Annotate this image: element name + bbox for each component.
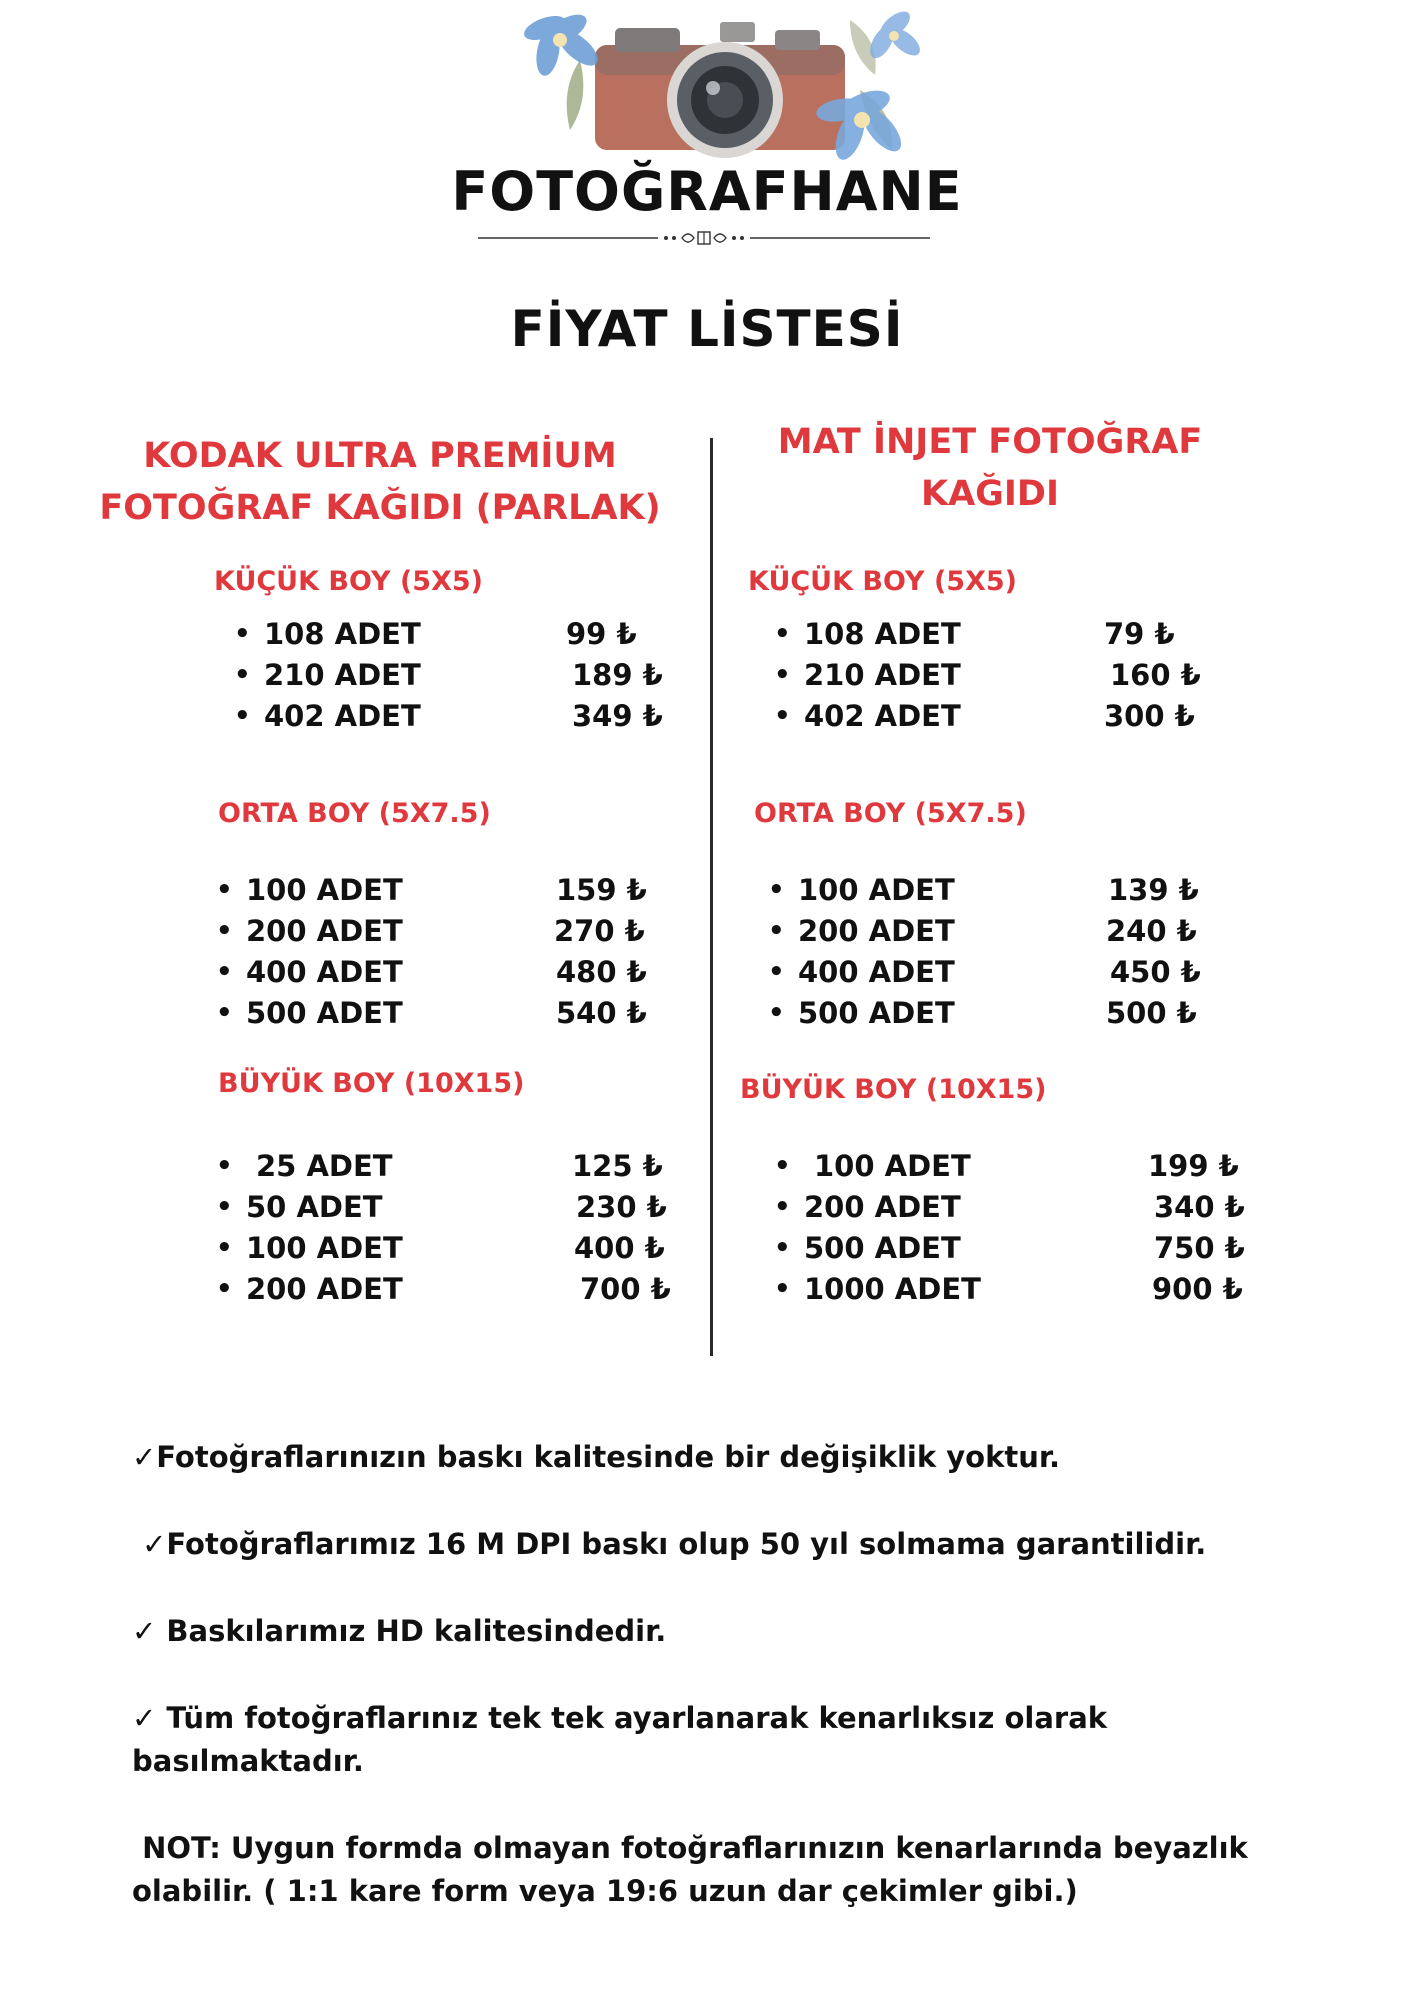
note-line: ✓Fotoğraflarımız 16 M DPI baskı olup 50 yıl solmama garantilidir. <box>132 1527 1207 1561</box>
item-price: 270 ₺ <box>554 914 645 948</box>
item-price: 480 ₺ <box>556 955 647 989</box>
item-price: 340 ₺ <box>1154 1190 1245 1224</box>
item-quantity: 400 ADET <box>798 955 955 989</box>
list-item <box>768 911 1228 952</box>
item-quantity: 108 ADET <box>804 617 961 651</box>
item-price: 700 ₺ <box>580 1272 671 1306</box>
bullet-icon: • <box>768 916 785 946</box>
item-quantity: 400 ADET <box>246 955 403 989</box>
paper-title-kodak <box>80 430 680 534</box>
list-item <box>774 655 1234 696</box>
item-quantity: 200 ADET <box>798 914 955 948</box>
list-item <box>216 1187 696 1228</box>
item-quantity: 500 ADET <box>798 996 955 1030</box>
item-price: 99 ₺ <box>566 617 637 651</box>
item-price: 900 ₺ <box>1152 1272 1243 1306</box>
item-quantity: 100 ADET <box>814 1149 971 1183</box>
item-quantity: 402 ADET <box>264 699 421 733</box>
bullet-icon: • <box>768 957 785 987</box>
list-item <box>774 614 1234 655</box>
size-title-large: BÜYÜK BOY (10X15) <box>740 1074 1047 1105</box>
brand-name: FOTOĞRAFHANE <box>451 160 963 223</box>
item-price: 540 ₺ <box>556 996 647 1030</box>
list-item <box>216 993 686 1034</box>
list-item <box>216 1269 696 1310</box>
list-item <box>768 952 1228 993</box>
column-divider <box>710 438 713 1356</box>
bullet-icon: • <box>774 1151 791 1181</box>
paper-title-line: KAĞIDI <box>920 474 1060 514</box>
paper-title-line: KODAK ULTRA PREMİUM <box>143 436 617 476</box>
item-price: 189 ₺ <box>572 658 663 692</box>
item-price: 79 ₺ <box>1104 617 1175 651</box>
bullet-icon: • <box>774 1192 791 1222</box>
note-line: ✓ Baskılarımız HD kalitesindedir. <box>132 1614 667 1648</box>
price-list-small <box>234 614 694 737</box>
list-item <box>216 911 686 952</box>
item-quantity: 200 ADET <box>246 914 403 948</box>
list-item <box>216 1228 696 1269</box>
list-item <box>768 870 1228 911</box>
item-quantity: 100 ADET <box>246 1231 403 1265</box>
list-item <box>216 870 686 911</box>
item-quantity: 200 ADET <box>804 1190 961 1224</box>
paper-title-line: FOTOĞRAF KAĞIDI (PARLAK) <box>99 488 661 528</box>
note-line: ✓Fotoğraflarınızın baskı kalitesinde bir değişiklik yoktur. <box>132 1440 1061 1474</box>
paper-title-mat <box>740 416 1240 520</box>
list-item <box>774 696 1234 737</box>
item-price: 230 ₺ <box>576 1190 667 1224</box>
item-quantity: 50 ADET <box>246 1190 383 1224</box>
item-price: 139 ₺ <box>1108 873 1199 907</box>
bullet-icon: • <box>216 1192 233 1222</box>
bullet-icon: • <box>774 619 791 649</box>
list-item <box>216 1146 696 1187</box>
size-title-small: KÜÇÜK BOY (5X5) <box>748 566 1018 597</box>
price-list-large <box>774 1146 1254 1310</box>
list-item <box>774 1146 1254 1187</box>
list-item <box>774 1228 1254 1269</box>
bullet-icon: • <box>774 1233 791 1263</box>
item-quantity: 100 ADET <box>246 873 403 907</box>
item-quantity: 200 ADET <box>246 1272 403 1306</box>
item-quantity: 500 ADET <box>804 1231 961 1265</box>
price-list-medium <box>768 870 1228 1034</box>
ornament-divider-icon <box>478 228 930 248</box>
bullet-icon: • <box>234 701 251 731</box>
item-price: 160 ₺ <box>1110 658 1201 692</box>
bullet-icon: • <box>216 875 233 905</box>
bullet-icon: • <box>216 1233 233 1263</box>
bullet-icon: • <box>216 1274 233 1304</box>
item-quantity: 500 ADET <box>246 996 403 1030</box>
price-list-large <box>216 1146 696 1310</box>
item-quantity: 210 ADET <box>804 658 961 692</box>
page-title: FİYAT LİSTESİ <box>510 300 904 358</box>
bullet-icon: • <box>234 660 251 690</box>
bullet-icon: • <box>216 916 233 946</box>
bullet-icon: • <box>774 1274 791 1304</box>
bullet-icon: • <box>216 957 233 987</box>
item-quantity: 100 ADET <box>798 873 955 907</box>
item-price: 750 ₺ <box>1154 1231 1245 1265</box>
item-quantity: 1000 ADET <box>804 1272 981 1306</box>
bullet-icon: • <box>216 998 233 1028</box>
item-price: 125 ₺ <box>572 1149 663 1183</box>
note-line: NOT: Uygun formda olmayan fotoğraflarınızın kenarlarında beyazlık olabilir. ( 1:1 kare form veya 19:6 uzun dar çekimler gibi.) <box>132 1831 1258 1908</box>
size-title-medium: ORTA BOY (5X7.5) <box>754 798 1027 829</box>
item-quantity: 210 ADET <box>264 658 421 692</box>
bullet-icon: • <box>768 875 785 905</box>
bullet-icon: • <box>768 998 785 1028</box>
bullet-icon: • <box>234 619 251 649</box>
bullet-icon: • <box>774 660 791 690</box>
bullet-icon: • <box>774 701 791 731</box>
notes-block <box>132 1436 1312 1913</box>
price-list-medium <box>216 870 686 1034</box>
item-quantity: 108 ADET <box>264 617 421 651</box>
paper-title-line: MAT İNJET FOTOĞRAF <box>777 422 1203 462</box>
item-price: 240 ₺ <box>1106 914 1197 948</box>
list-item <box>216 952 686 993</box>
item-price: 300 ₺ <box>1104 699 1195 733</box>
bullet-icon: • <box>216 1151 233 1181</box>
item-price: 159 ₺ <box>556 873 647 907</box>
item-price: 400 ₺ <box>574 1231 665 1265</box>
camera-logo-icon <box>520 0 920 160</box>
list-item <box>774 1187 1254 1228</box>
item-quantity: 25 ADET <box>256 1149 393 1183</box>
size-title-small: KÜÇÜK BOY (5X5) <box>214 566 484 597</box>
item-quantity: 402 ADET <box>804 699 961 733</box>
list-item <box>774 1269 1254 1310</box>
list-item <box>234 614 694 655</box>
size-title-large: BÜYÜK BOY (10X15) <box>218 1068 525 1099</box>
item-price: 199 ₺ <box>1148 1149 1239 1183</box>
item-price: 450 ₺ <box>1110 955 1201 989</box>
list-item <box>234 655 694 696</box>
item-price: 349 ₺ <box>572 699 663 733</box>
size-title-medium: ORTA BOY (5X7.5) <box>218 798 491 829</box>
list-item <box>234 696 694 737</box>
note-line: ✓ Tüm fotoğraflarınız tek tek ayarlanarak kenarlıksız olarak basılmaktadır. <box>132 1701 1108 1778</box>
list-item <box>768 993 1228 1034</box>
item-price: 500 ₺ <box>1106 996 1197 1030</box>
price-list-small <box>774 614 1234 737</box>
